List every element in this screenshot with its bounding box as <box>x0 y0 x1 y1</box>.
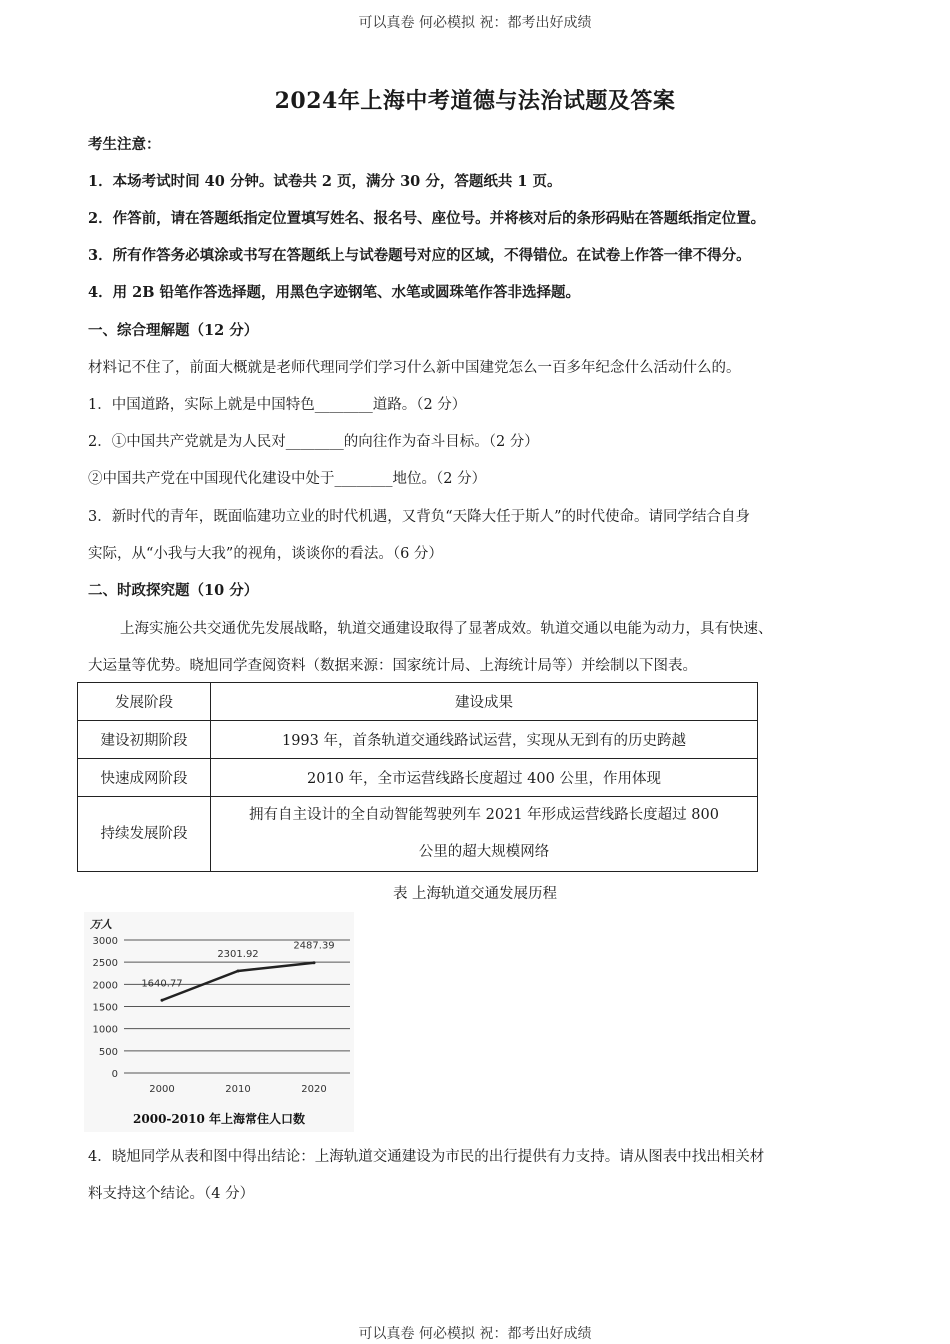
y-tick-label: 0 <box>111 1069 118 1080</box>
table-cell-result: 2010 年，全市运营线路长度超过 400 公里，作用体现 <box>211 759 758 797</box>
y-axis-unit-label: 万人 <box>90 918 112 931</box>
question-2a: 2．①中国共产党就是为人民对________的向往作为奋斗目标。（2 分） <box>88 434 539 450</box>
table-cell-stage: 建设初期阶段 <box>78 721 211 759</box>
table-header-result: 建设成果 <box>211 683 758 721</box>
data-point <box>237 969 240 972</box>
section2-paragraph-line1: 上海实施公共交通优先发展战略，轨道交通建设取得了显著成效。轨道交通以电能为动力，具有快速、 <box>120 621 773 637</box>
y-tick-label: 1500 <box>92 1002 118 1014</box>
notice-item-2: 2．作答前，请在答题纸指定位置填写姓名、报名号、座位号。并将核对后的条形码贴在答题纸指定位置。 <box>88 210 766 227</box>
table-cell-stage: 快速成网阶段 <box>78 759 211 797</box>
section2-paragraph-line2: 大运量等优势。晓旭同学查阅资料（数据来源：国家统计局、上海统计局等）并绘制以下图表。 <box>88 658 697 674</box>
table-cell-result: 1993 年，首条轨道交通线路试运营，实现从无到有的历史跨越 <box>211 721 758 759</box>
section1-heading: 一、综合理解题（12 分） <box>88 322 259 339</box>
y-tick-label: 3000 <box>92 936 118 947</box>
data-label: 2487.39 <box>293 940 335 952</box>
table-row <box>78 759 758 797</box>
question-2b: ②中国共产党在中国现代化建设中处于________地位。（2 分） <box>88 471 487 487</box>
data-point <box>313 961 316 964</box>
page-header: 可以真卷 何必模拟 祝：都考出好成绩 <box>358 15 592 31</box>
population-line-chart <box>84 912 354 1132</box>
question-3-line2: 实际，从“小我与大我”的视角，谈谈你的看法。（6 分） <box>88 546 443 562</box>
x-tick-label: 2000 <box>149 1084 175 1095</box>
x-tick-label: 2020 <box>301 1084 327 1095</box>
notice-item-3: 3．所有作答务必填涂或书写在答题纸上与试卷题号对应的区域，不得错位。在试卷上作答一律不得分。 <box>88 247 751 264</box>
table-cell-result-line2: 公里的超大规模网络 <box>418 844 550 860</box>
chart-svg <box>84 912 354 1132</box>
table-cell-result <box>211 797 758 872</box>
y-tick-label: 1000 <box>92 1024 118 1036</box>
table-row <box>78 721 758 759</box>
table-caption: 表 上海轨道交通发展历程 <box>392 886 558 902</box>
table-header-row <box>78 683 758 721</box>
rail-development-table <box>77 682 758 872</box>
x-tick-label: 2010 <box>225 1084 251 1095</box>
question-1: 1．中国道路，实际上就是中国特色________道路。（2 分） <box>88 397 467 413</box>
exam-title: 2024年上海中考道德与法治试题及答案 <box>274 88 676 114</box>
question-4-line2: 料支持这个结论。（4 分） <box>88 1186 255 1202</box>
series-line <box>162 963 314 1001</box>
y-tick-label: 500 <box>98 1046 118 1058</box>
table-row <box>78 797 758 872</box>
chart-title: 2000-2010 年上海常住人口数 <box>133 1112 305 1126</box>
question-3-line1: 3．新时代的青年，既面临建功立业的时代机遇，又背负“天降大任于斯人”的时代使命。请同学结合自身 <box>88 509 751 525</box>
question-4-line1: 4．晓旭同学从表和图中得出结论：上海轨道交通建设为市民的出行提供有力支持。请从图表中找出相关材 <box>88 1149 765 1165</box>
y-tick-label: 2000 <box>92 980 118 992</box>
table-cell-result-line1: 拥有自主设计的全自动智能驾驶列车 2021 年形成运营线路长度超过 800 <box>249 807 719 823</box>
section2-heading: 二、时政探究题（10 分） <box>88 582 259 599</box>
notice-heading: 考生注意： <box>88 136 161 153</box>
section1-material: 材料记不住了，前面大概就是老师代理同学们学习什么新中国建党怎么一百多年纪念什么活动什么的。 <box>88 360 741 376</box>
table-cell-stage: 持续发展阶段 <box>78 797 211 872</box>
notice-item-4: 4．用 2B 铅笔作答选择题，用黑色字迹钢笔、水笔或圆珠笔作答非选择题。 <box>88 284 581 301</box>
notice-item-1: 1．本场考试时间 40 分钟。试卷共 2 页，满分 30 分，答题纸共 1 页。 <box>88 173 562 190</box>
data-point <box>161 999 164 1002</box>
y-tick-label: 2500 <box>92 958 118 970</box>
data-label: 2301.92 <box>217 948 259 960</box>
table-header-stage: 发展阶段 <box>78 683 211 721</box>
data-label: 1640.77 <box>141 978 183 990</box>
page-footer: 可以真卷 何必模拟 祝：都考出好成绩 <box>358 1326 592 1342</box>
